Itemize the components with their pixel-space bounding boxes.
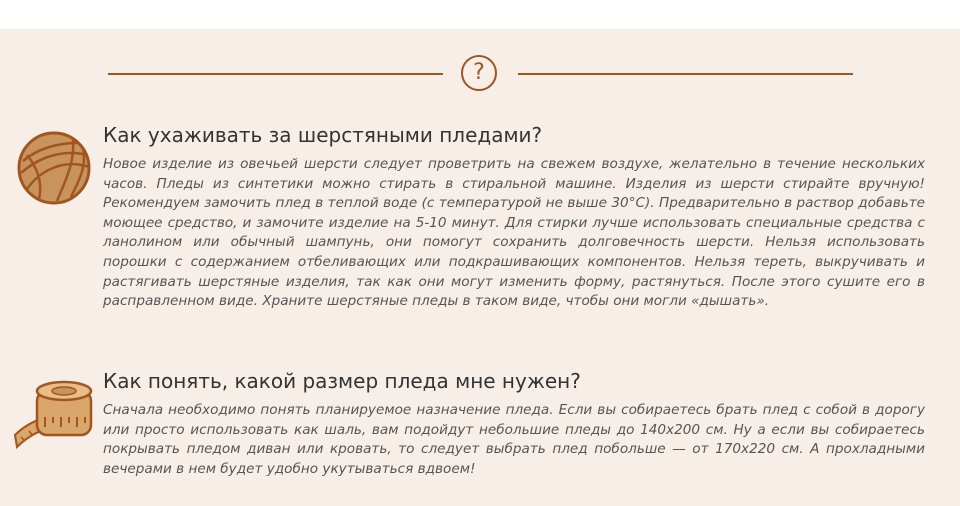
header-divider-left xyxy=(108,73,443,75)
faq-title-size: Как понять, какой размер пледа мне нужен? xyxy=(103,369,581,393)
yarn-ball-icon xyxy=(17,131,91,205)
header-divider-right xyxy=(518,73,853,75)
faq-text-care: Новое изделие из овечьей шерсти следует проветрить на свежем воздухе, желательно в течение нескольких часов. Пледы из синтетики можно стирать в стиральной машине. Изделия из шерсти стирайте вручную! Рекомендуем замочить плед в теплой воде (с температурой не выше 30°C). Предварительно в раствор добавьте моющее средство, и замочите изделие на 5-10 минут. Для стирки лучше использовать специальные средства с ланолином или обычный шампунь, они помогут сохранить долговечность шерсти. Нельзя использовать порошки с содержанием отбеливающих или подкрашивающих компонентов. Нельзя тереть, выкручивать и растягивать шерстяные изделия, так как они могут изменить форму, растянуться. После этого сушите его в расправленном виде. Храните шерстяные пледы в таком виде, чтобы они могли «дышать». xyxy=(103,156,925,310)
question-mark-glyph: ? xyxy=(473,60,485,85)
faq-text-size: Сначала необходимо понять планируемое назначение пледа. Если вы собираетесь брать плед с собой в дорогу или просто использовать как шаль, вам подойдут небольшие пледы до 140x200 см. Ну а если вы собираетесь покрывать пледом диван или кровать, то следует выбрать плед побольше — от 170x220 см. А прохладными вечерами в нем будет удобно укутываться вдвоем! xyxy=(103,402,925,477)
faq-title-care: Как ухаживать за шерстяными пледами? xyxy=(103,123,543,147)
question-mark-icon xyxy=(461,55,497,91)
faq-panel xyxy=(0,29,960,506)
measuring-tape-icon xyxy=(13,377,95,453)
